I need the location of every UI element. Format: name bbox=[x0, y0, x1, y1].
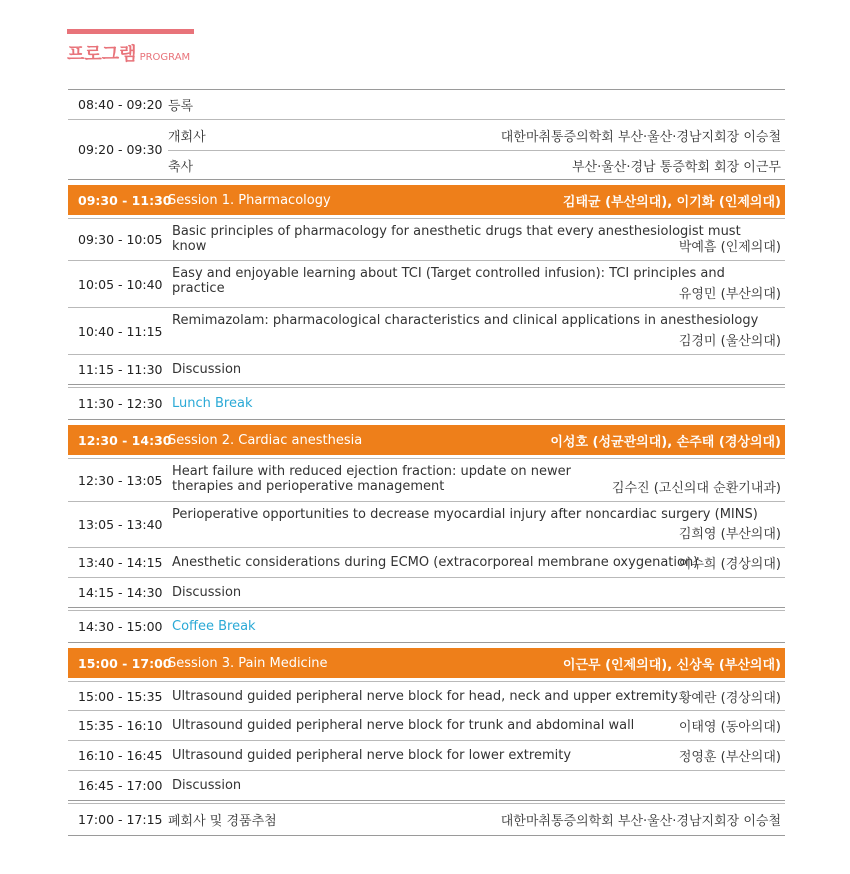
talk-row bbox=[68, 771, 785, 801]
session-time: 15:00 - 17:00 bbox=[78, 655, 172, 671]
row-time: 15:00 - 15:35 bbox=[78, 688, 163, 704]
talk-row bbox=[68, 218, 785, 261]
program-table bbox=[68, 89, 785, 836]
program-row-opening bbox=[68, 120, 785, 180]
session-chairs: 이성호 (성균관의대), 손주태 (경상의대) bbox=[550, 434, 781, 450]
opening-subrow bbox=[168, 150, 785, 180]
row-time: 11:30 - 12:30 bbox=[78, 396, 163, 411]
talk-title: Discussion bbox=[172, 585, 242, 600]
talk-title: Basic principles of pharmacology for anesthetic drugs that every anesthesiologist must know bbox=[172, 224, 741, 254]
talk-row bbox=[68, 548, 785, 578]
talk-speaker: 이태영 (동아의대) bbox=[678, 720, 781, 735]
program-row-registration bbox=[68, 89, 785, 120]
talk-row bbox=[68, 741, 785, 771]
talk-speaker: 김희영 (부산의대) bbox=[678, 527, 781, 542]
opening-subrow bbox=[168, 120, 785, 151]
talk-row bbox=[68, 502, 785, 548]
row-speaker: 대한마취통증의학회 부산·울산·경남지회장 이승철 bbox=[500, 129, 781, 145]
break-row bbox=[68, 388, 785, 420]
talk-title: Remimazolam: pharmacological characteristics and clinical applications in anesthesiology bbox=[172, 313, 759, 328]
row-time: 14:15 - 14:30 bbox=[78, 585, 163, 600]
talk-title: Heart failure with reduced ejection fraction: update on newer therapies and perioperative management bbox=[172, 464, 572, 494]
session-time: 09:30 - 11:30 bbox=[78, 192, 172, 208]
talk-title: Anesthetic considerations during ECMO (extracorporeal membrane oxygenation) bbox=[172, 555, 699, 570]
talk-row bbox=[68, 681, 785, 711]
row-time: 16:45 - 17:00 bbox=[78, 778, 163, 793]
talk-speaker: 정영훈 (부산의대) bbox=[678, 750, 781, 765]
talk-row bbox=[68, 308, 785, 355]
talk-title: Easy and enjoyable learning about TCI (Target controlled infusion): TCI principles and practice bbox=[172, 266, 725, 296]
talk-title: Ultrasound guided peripheral nerve block for lower extremity bbox=[172, 748, 572, 763]
row-time: 14:30 - 15:00 bbox=[78, 619, 163, 634]
talk-row bbox=[68, 578, 785, 608]
talk-speaker: 박예흠 (인제의대) bbox=[678, 240, 781, 255]
row-time: 12:30 - 13:05 bbox=[78, 472, 163, 488]
talk-speaker: 김수진 (고신의대 순환기내과) bbox=[611, 481, 781, 496]
session-title: Session 3. Pain Medicine bbox=[168, 655, 328, 671]
session-header bbox=[68, 648, 785, 678]
talk-title: Discussion bbox=[172, 362, 242, 377]
row-time: 10:40 - 11:15 bbox=[78, 323, 163, 339]
row-time: 17:00 - 17:15 bbox=[78, 812, 163, 827]
talk-speaker: 황예란 (경상의대) bbox=[678, 690, 781, 706]
talk-speaker: 유영민 (부산의대) bbox=[678, 287, 781, 302]
talk-row bbox=[68, 458, 785, 502]
program-row-closing bbox=[68, 804, 785, 836]
session-chairs: 김태균 (부산의대), 이기화 (인제의대) bbox=[562, 194, 781, 210]
row-speaker: 부산·울산·경남 통증학회 회장 이근무 bbox=[571, 159, 781, 175]
session-title: Session 2. Cardiac anesthesia bbox=[168, 432, 363, 448]
session-time: 12:30 - 14:30 bbox=[78, 432, 172, 448]
break-title: Lunch Break bbox=[172, 396, 253, 411]
talk-row bbox=[68, 711, 785, 741]
heading-accent-bar bbox=[67, 29, 194, 34]
session-title: Session 1. Pharmacology bbox=[168, 192, 331, 208]
talk-title: Discussion bbox=[172, 778, 242, 793]
break-title: Coffee Break bbox=[172, 619, 256, 634]
row-title: 등록 bbox=[168, 99, 194, 114]
talk-title: Ultrasound guided peripheral nerve block for trunk and abdominal wall bbox=[172, 718, 635, 733]
row-time: 11:15 - 11:30 bbox=[78, 362, 163, 377]
page-title bbox=[67, 40, 190, 66]
session-chairs: 이근무 (인제의대), 신상욱 (부산의대) bbox=[562, 657, 781, 673]
row-time: 13:40 - 14:15 bbox=[78, 555, 163, 570]
talk-speaker: 이수희 (경상의대) bbox=[678, 557, 781, 572]
talk-title: Perioperative opportunities to decrease myocardial injury after noncardiac surgery (MINS) bbox=[172, 507, 758, 522]
row-time: 08:40 - 09:20 bbox=[78, 97, 163, 112]
row-title: 개회사 bbox=[168, 129, 206, 145]
session-header bbox=[68, 185, 785, 215]
break-row bbox=[68, 611, 785, 643]
row-time: 16:10 - 16:45 bbox=[78, 748, 163, 763]
talk-title: Ultrasound guided peripheral nerve block for head, neck and upper extremity bbox=[172, 688, 678, 704]
talk-row bbox=[68, 261, 785, 308]
row-time: 10:05 - 10:40 bbox=[78, 276, 163, 292]
row-title: 축사 bbox=[168, 159, 194, 175]
page-title-korean: 프로그램 bbox=[67, 44, 137, 65]
row-title: 폐회사 및 경품추첨 bbox=[168, 814, 277, 829]
talk-row bbox=[68, 355, 785, 385]
row-time: 15:35 - 16:10 bbox=[78, 718, 163, 733]
talk-speaker: 김경미 (울산의대) bbox=[678, 334, 781, 349]
row-time: 13:05 - 13:40 bbox=[78, 517, 163, 532]
page-title-english: PROGRAM bbox=[139, 52, 191, 63]
session-header bbox=[68, 425, 785, 455]
row-speaker: 대한마취통증의학회 부산·울산·경남지회장 이승철 bbox=[500, 814, 781, 829]
row-time: 09:30 - 10:05 bbox=[78, 232, 163, 247]
row-time: 09:20 - 09:30 bbox=[78, 142, 163, 157]
